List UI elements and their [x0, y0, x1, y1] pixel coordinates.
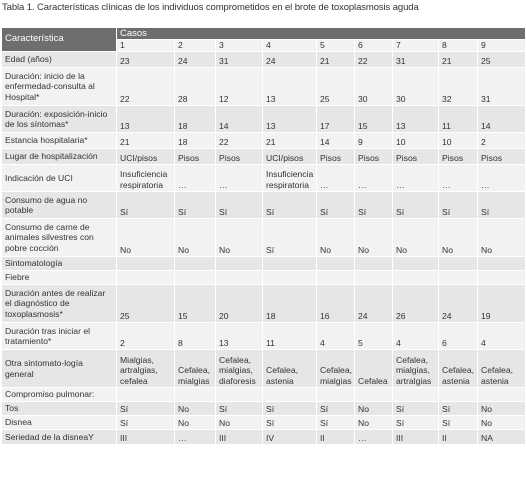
table-cell [355, 257, 393, 271]
table-row [2, 165, 526, 192]
table-cell [216, 257, 263, 271]
table-cell: 4 [393, 323, 439, 350]
table-cell: III [117, 430, 175, 445]
row-label: Seriedad de la disneaY [2, 430, 117, 445]
table-cell [478, 257, 526, 271]
table-cell: Sí [175, 192, 216, 219]
table-cell: III [393, 430, 439, 445]
table-cell: 15 [355, 106, 393, 133]
table-cell: 21 [117, 133, 175, 149]
table-cell: 26 [393, 285, 439, 323]
table-cell: No [216, 416, 263, 430]
table-cell: Sí [317, 402, 355, 416]
table-cell: Sí [439, 192, 478, 219]
table-cell [439, 257, 478, 271]
case-number: 6 [355, 40, 393, 52]
table-row [2, 271, 526, 285]
table-cell [478, 388, 526, 402]
case-number: 5 [317, 40, 355, 52]
table-cell: 21 [317, 52, 355, 68]
table-cell: Sí [317, 416, 355, 430]
row-label: Disnea [2, 416, 117, 430]
table-cell: III [216, 430, 263, 445]
table-cell: No [478, 416, 526, 430]
table-cell: 18 [263, 285, 317, 323]
table-cell: UCI/pisos [117, 149, 175, 165]
table-cell: II [317, 430, 355, 445]
table-row [2, 430, 526, 445]
table-cell [355, 271, 393, 285]
table-cell: 20 [216, 285, 263, 323]
table-cell: 18 [175, 106, 216, 133]
table-body [2, 52, 526, 445]
table-cell: 23 [117, 52, 175, 68]
table-row [2, 402, 526, 416]
table-cell: 2 [117, 323, 175, 350]
row-label: Otra sintomato-logía general [2, 350, 117, 388]
table-cell: … [216, 165, 263, 192]
table-cell: Cefalea, mialgias, artralgias [393, 350, 439, 388]
table-cell: … [478, 165, 526, 192]
case-number: 9 [478, 40, 526, 52]
table-cell: Sí [216, 402, 263, 416]
table-cell: 25 [117, 285, 175, 323]
row-label: Edad (años) [2, 52, 117, 68]
table-cell: Pisos [393, 149, 439, 165]
table-row [2, 149, 526, 165]
table-cell: Sí [393, 416, 439, 430]
table-cell: Pisos [175, 149, 216, 165]
table-cell [117, 257, 175, 271]
table-cell: 11 [439, 106, 478, 133]
table-cell [317, 388, 355, 402]
table-cell: 4 [478, 323, 526, 350]
table-cell: Sí [439, 402, 478, 416]
table-cell [478, 271, 526, 285]
table-cell: No [216, 219, 263, 257]
table-cell: Cefalea, astenia [478, 350, 526, 388]
table-cell: II [439, 430, 478, 445]
table-cell: 21 [263, 133, 317, 149]
table-row [2, 285, 526, 323]
table-row [2, 192, 526, 219]
table-cell: Cefalea [355, 350, 393, 388]
table-row [2, 133, 526, 149]
table-cell: 21 [439, 52, 478, 68]
table-row [2, 52, 526, 68]
table-cell: Sí [263, 416, 317, 430]
table-cell: 14 [478, 106, 526, 133]
table-cell: 31 [478, 68, 526, 106]
table-cell: 8 [175, 323, 216, 350]
table-cell [317, 257, 355, 271]
table-cell: 30 [355, 68, 393, 106]
table-cell: 24 [263, 52, 317, 68]
table-cell [175, 271, 216, 285]
case-number: 2 [175, 40, 216, 52]
table-cell: 18 [175, 133, 216, 149]
row-label: Duración: inicio de la enfermedad-consulta al Hospital* [2, 68, 117, 106]
table-cell: Cefalea, astenia [439, 350, 478, 388]
table-cell: … [355, 165, 393, 192]
row-label: Estancia hospitalaria* [2, 133, 117, 149]
table-row [2, 106, 526, 133]
table-cell: 5 [355, 323, 393, 350]
table-cell: 9 [355, 133, 393, 149]
table-cell: 22 [117, 68, 175, 106]
table-cell: Sí [263, 402, 317, 416]
table-cell: UCI/pisos [263, 149, 317, 165]
table-cell: Sí [263, 219, 317, 257]
table-cell: Sí [393, 192, 439, 219]
table-cell: Pisos [355, 149, 393, 165]
table-cell: 4 [317, 323, 355, 350]
table-cell [117, 271, 175, 285]
table-cell: 2 [478, 133, 526, 149]
table-cell: Pisos [317, 149, 355, 165]
row-label: Duración tras iniciar el tratamiento* [2, 323, 117, 350]
table-cell [175, 257, 216, 271]
table-row [2, 257, 526, 271]
table-cell [263, 257, 317, 271]
table-cell: NA [478, 430, 526, 445]
case-number: 3 [216, 40, 263, 52]
table-row [2, 323, 526, 350]
casos-header: Casos [117, 28, 526, 40]
table-cell: 31 [216, 52, 263, 68]
table-cell: No [175, 402, 216, 416]
table-cell: Insuficiencia respiratoria [117, 165, 175, 192]
table-cell [175, 388, 216, 402]
table-cell: 13 [117, 106, 175, 133]
table-cell: 17 [317, 106, 355, 133]
row-label: Duración: exposición-inicio de los síntomas* [2, 106, 117, 133]
case-number: 7 [393, 40, 439, 52]
table-cell: 31 [393, 52, 439, 68]
table-row [2, 68, 526, 106]
table-cell: Sí [216, 192, 263, 219]
table-cell: 15 [175, 285, 216, 323]
table-cell: … [439, 165, 478, 192]
table-cell: 6 [439, 323, 478, 350]
table-cell: … [393, 165, 439, 192]
table-cell [216, 388, 263, 402]
case-number: 4 [263, 40, 317, 52]
table-cell: 24 [439, 285, 478, 323]
table-cell: Sí [117, 192, 175, 219]
table-cell: Sí [317, 192, 355, 219]
table-cell: No [478, 402, 526, 416]
table-cell: Cefalea, astenia [263, 350, 317, 388]
case-number: 8 [439, 40, 478, 52]
table-cell: Sí [355, 192, 393, 219]
table-row [2, 388, 526, 402]
row-label: Fiebre [2, 271, 117, 285]
table-cell: No [439, 219, 478, 257]
table-cell [317, 271, 355, 285]
table-cell: Cefalea, mialgias [317, 350, 355, 388]
table-cell: 22 [216, 133, 263, 149]
table-cell: Cefalea, mialgias [175, 350, 216, 388]
table-cell: Mialgias, artralgias, cefalea [117, 350, 175, 388]
table-cell: No [478, 219, 526, 257]
table-cell: No [393, 219, 439, 257]
table-cell: 25 [317, 68, 355, 106]
table-cell [117, 388, 175, 402]
table-cell: Pisos [216, 149, 263, 165]
table-cell: Sí [439, 416, 478, 430]
table-cell: 19 [478, 285, 526, 323]
clinical-characteristics-table [1, 27, 526, 445]
table-cell: 10 [439, 133, 478, 149]
row-label: Lugar de hospitalización [2, 149, 117, 165]
table-cell: Pisos [439, 149, 478, 165]
case-number: 1 [117, 40, 175, 52]
table-cell: 14 [216, 106, 263, 133]
table-cell: 16 [317, 285, 355, 323]
table-cell: … [175, 430, 216, 445]
table-cell: 13 [263, 106, 317, 133]
table-cell: Pisos [478, 149, 526, 165]
table-cell: 25 [478, 52, 526, 68]
table-cell: … [175, 165, 216, 192]
table-cell: 22 [355, 52, 393, 68]
table-cell: 13 [216, 323, 263, 350]
row-label: Duración antes de realizar el diagnóstico de toxoplasmosis* [2, 285, 117, 323]
table-cell: IV [263, 430, 317, 445]
table-cell: Sí [393, 402, 439, 416]
table-cell: Sí [117, 402, 175, 416]
table-caption: Tabla 1. Características clínicas de los individuos comprometidos en el brote de toxoplasmosis aguda [2, 2, 419, 13]
table-cell: 13 [393, 106, 439, 133]
table-cell [216, 271, 263, 285]
table-cell [439, 388, 478, 402]
characteristic-header: Característica [2, 28, 117, 52]
table-cell: 24 [355, 285, 393, 323]
table-cell: Cefalea, mialgias, diaforesis [216, 350, 263, 388]
table-cell: No [355, 402, 393, 416]
table-cell: Insuficiencia respiratoria [263, 165, 317, 192]
table-row [2, 219, 526, 257]
table-cell: 10 [393, 133, 439, 149]
table-cell: No [175, 219, 216, 257]
table-cell [393, 257, 439, 271]
table-cell [355, 388, 393, 402]
row-label: Compromiso pulmonar: [2, 388, 117, 402]
table-cell: 12 [216, 68, 263, 106]
table-row [2, 350, 526, 388]
table-cell: No [175, 416, 216, 430]
table-cell: … [355, 430, 393, 445]
row-label: Tos [2, 402, 117, 416]
table-cell [263, 388, 317, 402]
table-cell: No [355, 416, 393, 430]
table-cell: 11 [263, 323, 317, 350]
table-cell: Sí [263, 192, 317, 219]
row-label: Sintomatología [2, 257, 117, 271]
table-cell: No [117, 219, 175, 257]
table-cell [439, 271, 478, 285]
table-cell: … [317, 165, 355, 192]
row-label: Indicación de UCI [2, 165, 117, 192]
table-cell: 13 [263, 68, 317, 106]
row-label: Consumo de carne de animales silvestres con pobre cocción [2, 219, 117, 257]
row-label: Consumo de agua no potable [2, 192, 117, 219]
table-cell: 30 [393, 68, 439, 106]
table-cell: 32 [439, 68, 478, 106]
table-cell: No [317, 219, 355, 257]
table-cell [393, 271, 439, 285]
table-cell: 28 [175, 68, 216, 106]
table-cell [393, 388, 439, 402]
table-cell [263, 271, 317, 285]
table-cell: No [355, 219, 393, 257]
table-cell: 24 [175, 52, 216, 68]
table-cell: Sí [478, 192, 526, 219]
table-cell: Sí [117, 416, 175, 430]
table-row [2, 416, 526, 430]
table-cell: 14 [317, 133, 355, 149]
